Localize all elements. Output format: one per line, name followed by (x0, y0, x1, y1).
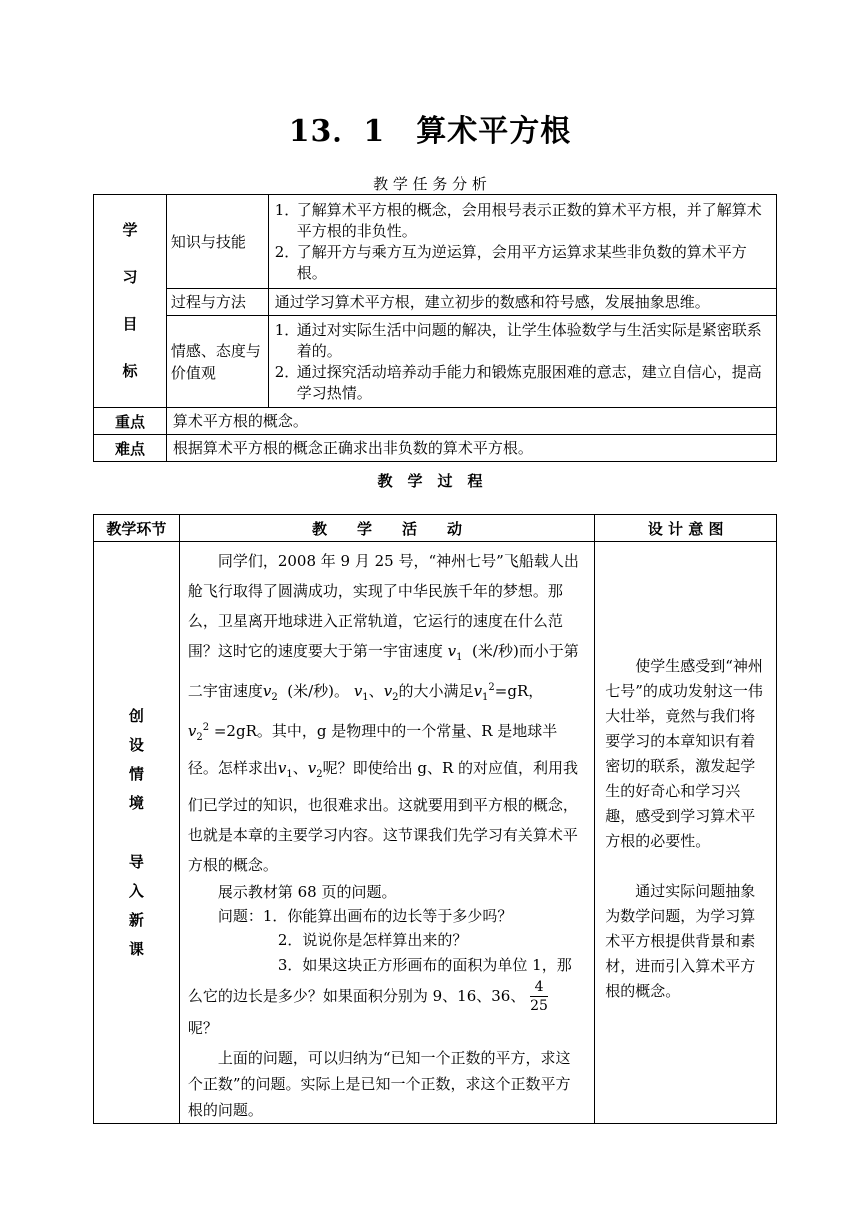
side-char: 习 (122, 268, 138, 286)
activity-content (179, 542, 594, 1124)
category-knowledge: 知识与技能 (166, 195, 268, 289)
emotion-items (268, 316, 776, 408)
page-title: 13．1 算术平方根 (288, 114, 572, 149)
question-3: 3．如果这块正方形画布的面积为单位 1，那么它的边长是多少？如果面积分别为 9、16、36、 $\frac{4}{25}$ 呢？ (187, 956, 572, 1037)
list-item: 2． 通过探究活动培养动手能力和锻炼克服困难的意志，建立自信心，提高学习热情。 (274, 362, 762, 402)
list-item: 1． 通过对实际生活中问题的解决，让学生体验数学与生活实际是紧密联系着的。 (274, 320, 762, 360)
intent-paragraph-1: 使学生感受到“神州七号”的成功发射这一伟大壮举，竟然与我们将要学习的本章知识有着密切的联系，激发起学生的好奇心和学习兴趣，感受到学习算术平方根的必要性。 (605, 657, 763, 850)
intro-paragraph: 同学们，2008 年 9 月 25 号，“神州七号”飞船载人出舱飞行取得了圆满成功，实现了中华民族千年的梦想。那么，卫星离开地球进入正常轨道，它运行的速度在什么范围？这时它的速度要大于第一宇宙速度 $v_1$ (米/秒)而小于第二宇宙速度$v_2$ (米/秒)。 $v_1$、$v_2$的大小满足$v_1^2=gR$，$v_2^2 =2gR$。其中，g 是物理中的一个常量、R 是地球半径。怎样求出$v_1$、$v_2$呢？即使给出 g、R 的对应值，利用我们已学过的知识，也很难求出。这就要用到平方根的概念，也就是本章的主要学习内容。这节课我们先学习有关算术平方根的概念。 (187, 552, 579, 874)
key-point-text: 算术平方根的概念。 (166, 408, 776, 435)
side-char: 目 (122, 315, 138, 333)
stage-label: 创 设 情 境 导 入 新 课 (94, 542, 180, 1124)
category-process: 过程与方法 (166, 289, 268, 316)
fraction-4-25: $\frac{4}{25}$ (530, 979, 548, 1014)
intent-paragraph-2: 通过实际问题抽象为数学问题，为学习算术平方根提供背景和素材，进而引入算术平方根的概念。 (605, 882, 756, 1000)
header-activity: 教 学 活 动 (179, 515, 594, 542)
objectives-table (93, 194, 777, 462)
summary-paragraph: 上面的问题，可以归纳为“已知一个正数的平方，求这个正数”的问题。实际上是已知一个正数，求这个正数平方根的问题。 (187, 1049, 571, 1119)
list-item: 1． 了解算术平方根的概念，会用根号表示正数的算术平方根，并了解算术平方根的非负性。 (274, 200, 762, 240)
difficult-point-text: 根据算术平方根的概念正确求出非负数的算术平方根。 (166, 435, 776, 462)
header-stage: 教学环节 (94, 515, 180, 542)
question-1: 问题：1．你能算出画布的边长等于多少吗？ (217, 907, 513, 925)
process-caption: 教 学 过 程 (377, 472, 483, 490)
side-char: 学 (122, 221, 138, 239)
show-text: 展示教材第 68 页的问题。 (217, 883, 397, 901)
side-char: 标 (122, 362, 138, 380)
list-item: 2． 了解开方与乘方互为逆运算，会用平方运算求某些非负数的算术平方根。 (274, 242, 747, 282)
question-2: 2．说说你是怎样算出来的？ (277, 931, 468, 949)
process-table (93, 514, 777, 1124)
design-intent (595, 542, 777, 1124)
difficult-point-label: 难点 (94, 435, 167, 462)
knowledge-items (268, 195, 776, 289)
task-analysis-caption: 教 学 任 务 分 析 (373, 175, 487, 193)
objectives-side-label (94, 195, 167, 408)
key-point-label: 重点 (94, 408, 167, 435)
process-text: 通过学习算术平方根，建立初步的数感和符号感，发展抽象思维。 (268, 289, 776, 316)
header-intent: 设 计 意 图 (595, 515, 777, 542)
category-emotion: 情感、态度与价值观 (166, 316, 268, 408)
